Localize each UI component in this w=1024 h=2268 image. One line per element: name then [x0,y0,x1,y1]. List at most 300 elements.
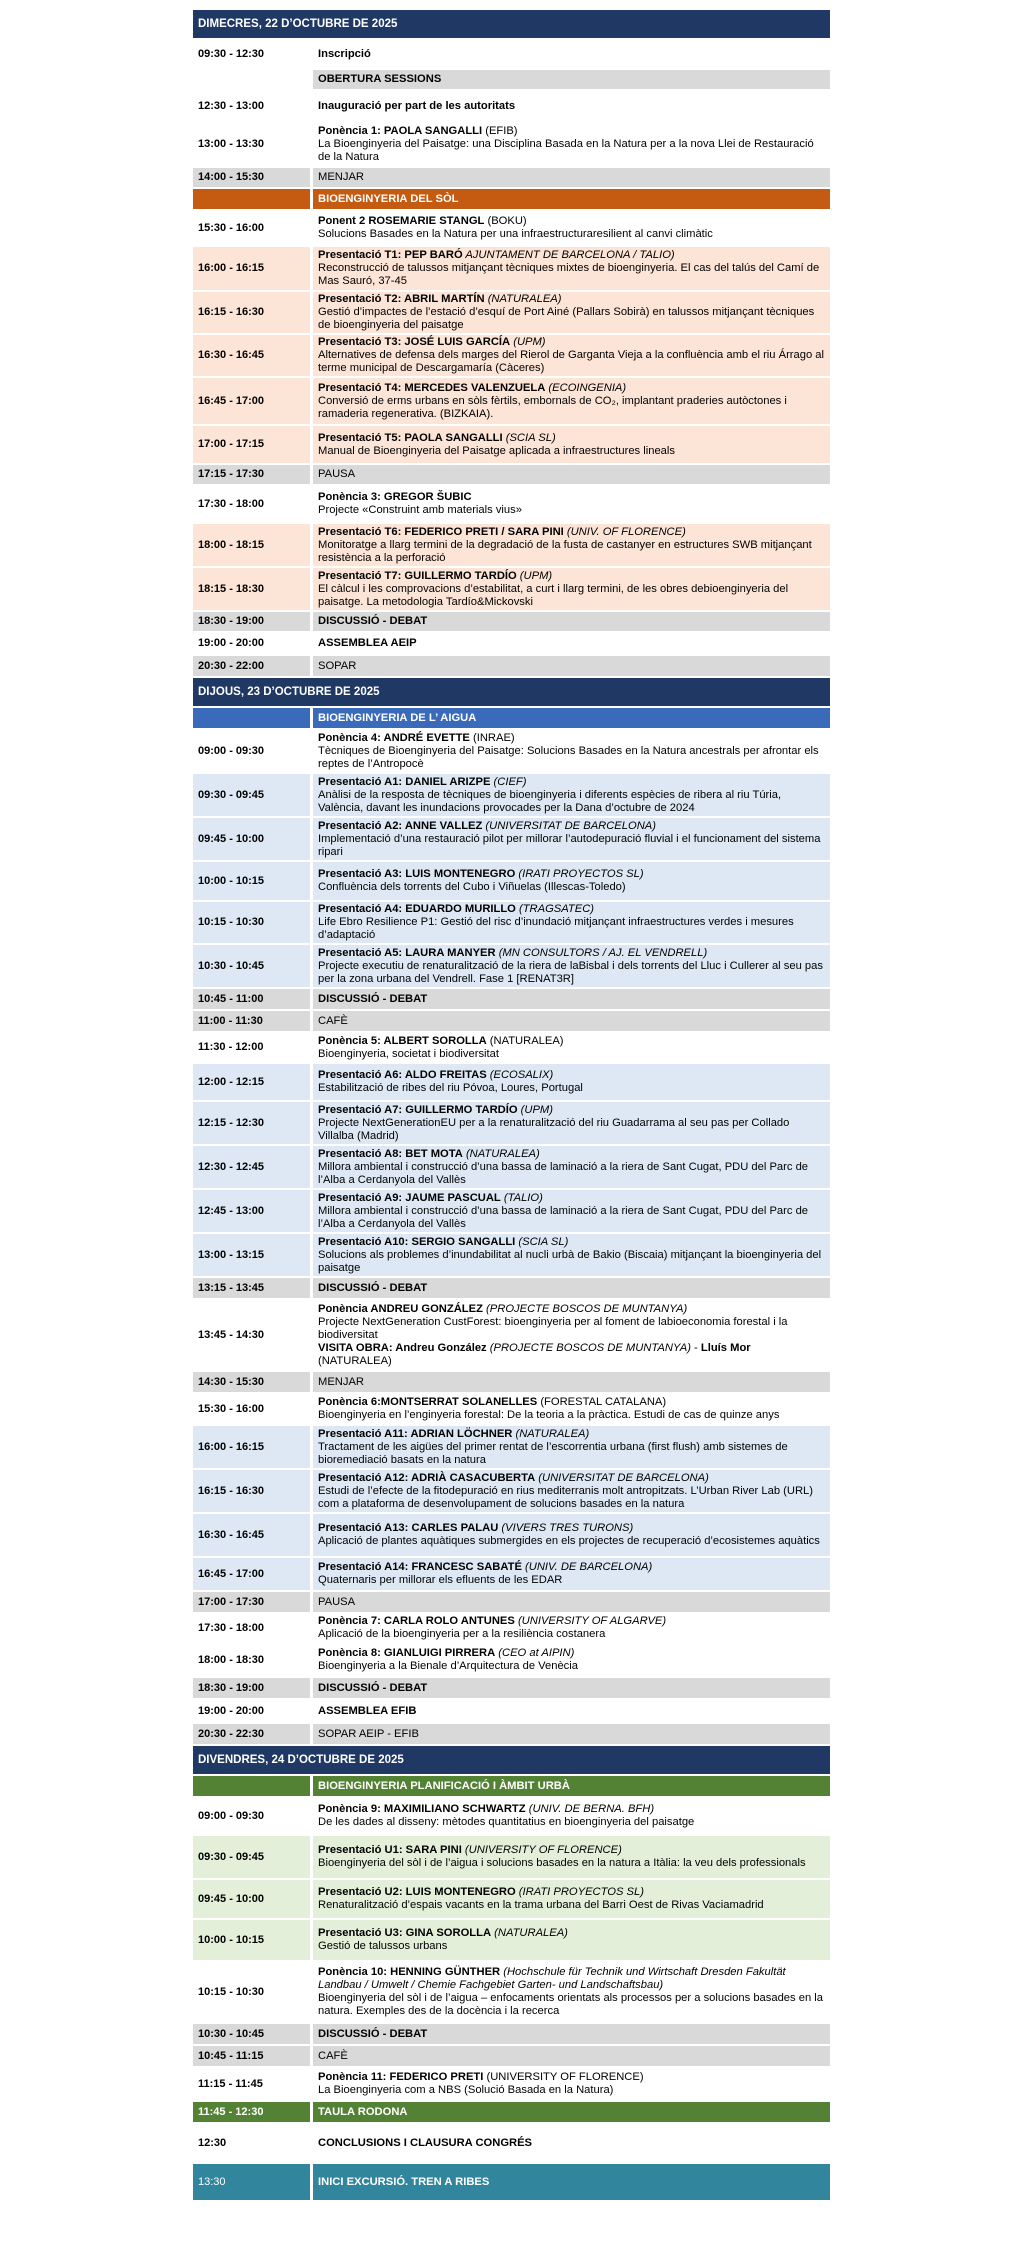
row-time: 10:15 - 10:30 [198,916,265,928]
talk-title: Gestió de talussos urbans [318,1940,448,1952]
speaker: Ponència 7: CARLA ROLO ANTUNES [318,1615,515,1627]
organization: (ECOSALIX) [486,1069,554,1081]
schedule-row [193,1514,830,1558]
row-content [310,1558,830,1590]
row-content [310,1880,830,1918]
talk-title: Reconstrucció de talussos mitjançant tècniques mixtes de bioenginyeria. El cas del talús del Camí de Mas Sauró, 37-45 [318,262,820,287]
organization: (UNIVERSITY OF FLORENCE) [483,2071,644,2083]
row-content [310,123,830,166]
organization: (CIEF) [490,775,527,788]
row-content [310,1190,830,1232]
row-time: 20:30 - 22:30 [198,1727,265,1740]
speaker: Ponència 4: ANDRÉ EVETTE [318,731,470,744]
schedule-row [193,335,830,378]
row-time: 10:30 - 10:45 [198,959,265,972]
talk-title: El càlcul i les comprovacions d’estabilitat, a curt i llarg termini, de les obres debioenginyeria del paisatge. La metodologia Tardío&Mickovski [318,582,789,608]
organization: (EFIB) [482,125,518,137]
visit-label: VISITA OBRA: Andreu González [318,1341,487,1354]
schedule-row [193,612,830,633]
schedule-row [193,774,830,818]
row-content [310,1064,830,1100]
day-title: DIMECRES, 22 D’OCTUBRE DE 2025 [198,18,398,30]
organization: (NATURALEA) [512,1427,590,1440]
row-text: DISCUSSIÓ - DEBAT [310,989,830,1009]
row-content [310,292,830,333]
row-text: PAUSA [310,1592,830,1612]
schedule-row [193,123,830,168]
talk-title: Estudi de l’efecte de la fitodepuració en rius mediterranis molt antropitzats. L’Urban River Lab (URL) com a plataforma de desenvolupament de solucions basades en la natura [318,1484,813,1510]
speaker: Presentació A5: LAURA MANYER [318,946,496,959]
section-time-cell [193,1776,310,1796]
speaker: Presentació T7: GUILLERMO TARDÍO [318,569,517,582]
row-time: 16:30 - 16:45 [198,1528,265,1541]
row-time: 16:15 - 16:30 [198,306,265,318]
organization: (UPM) [517,1103,553,1116]
schedule-row [193,1592,830,1614]
row-content [310,818,830,860]
talk-title: Bioenginyeria a la Bienale d’Arquitectura de Venècia [318,1660,578,1672]
talk-title: Bioenginyeria del sòl i de l’aigua – enfocaments orientats als processos per a solucions basades en la natura. Exemples des de la docència i la recerca [318,1992,823,2017]
talk-title: Tècniques de Bioenginyeria del Paisatge: Solucions Basades en la Natura ancestrals per afrontar els reptes de l’Antropocè [318,744,819,770]
talk-title: Projecte «Construint amb materials vius» [318,504,522,516]
talk-title: Conversió de erms urbans en sòls fèrtils, embornals de CO₂, implantant praderies autòctones i ramaderia regenerativa. (BIZKAIA). [318,394,787,420]
section-title: BIOENGINYERIA PLANIFICACIÓ I ÀMBIT URBÀ [310,1776,830,1796]
schedule-row [193,1836,830,1880]
schedule-row [193,1426,830,1470]
row-text: MENJAR [310,168,830,187]
section-time-cell [193,708,310,728]
organization: (BOKU) [484,215,527,227]
schedule-row [193,1033,830,1064]
talk-title: Bioenginyeria del sòl i de l’aigua i solucions basades en la natura a Itàlia: la veu dels professionals [318,1857,806,1869]
row-time: 18:30 - 19:00 [198,615,265,627]
day-header-thursday [193,678,830,708]
visit-org2: (NATURALEA) [318,1354,392,1367]
row-text: CONCLUSIONS I CLAUSURA CONGRÉS [310,2124,830,2162]
talk-title: Renaturalització d’espais vacants en la trama urbana del Barri Oest de Rivas Vaciamadrid [318,1899,764,1911]
row-time: 17:30 - 18:00 [198,497,265,510]
speaker: Presentació A7: GUILLERMO TARDÍO [318,1103,518,1116]
talk-title: Millora ambiental i construcció d’una bassa de laminació a la riera de Sant Cugat, PDU del Parc de l’Alba a Cerdanyola del Vallès [318,1160,809,1186]
row-content [310,1102,830,1144]
row-text: TAULA RODONA [310,2102,830,2122]
row-time: 17:30 - 18:00 [198,1621,265,1634]
speaker: Presentació A1: DANIEL ARIZPE [318,775,491,788]
programme-schedule [193,10,830,2202]
schedule-row [193,1798,830,1836]
talk-title: Estabilització de ribes del riu Póvoa, Loures, Portugal [318,1082,583,1094]
row-content [310,774,830,816]
row-time: 10:30 - 10:45 [198,2027,265,2040]
schedule-row [193,1700,830,1724]
speaker: Presentació A13: CARLES PALAU [318,1522,499,1534]
schedule-row [193,1962,830,2024]
row-text: DISCUSSIÓ - DEBAT [310,1278,830,1298]
row-content [310,335,830,376]
schedule-row [193,1724,830,1746]
excursion-row [193,2164,830,2202]
talk-title: Bioenginyeria en l’enginyeria forestal: De la teoria a la pràctica. Estudi de cas de quinze anys [318,1409,780,1421]
schedule-row [193,1678,830,1700]
schedule-row [193,1278,830,1300]
speaker: Presentació U1: SARA PINI [318,1844,462,1856]
speaker: Presentació A11: ADRIAN LÖCHNER [318,1427,513,1440]
speaker: Ponència 10: HENNING GÜNTHER [318,1966,501,1978]
row-content [310,1514,830,1556]
talk-title: Projecte NextGeneration CustForest: bioenginyeria per al foment de labioeconomia forestal i la biodiversitat [318,1315,788,1341]
speaker: Ponència ANDREU GONZÁLEZ [318,1302,483,1315]
schedule-row [193,818,830,862]
talk-title: Monitoratge a llarg termini de la degradació de la fusta de castanyer en estructures SWB mitjançant resistència a la perforació [318,538,812,564]
organization: (UNIVERSITAT DE BARCELONA) [482,819,656,832]
row-time [193,70,310,89]
section-header-soil [193,189,830,211]
row-time: 19:00 - 20:00 [198,1704,265,1717]
schedule-row [193,211,830,247]
row-time: 12:30 - 13:00 [198,99,265,112]
row-time: 12:15 - 12:30 [198,1116,265,1129]
row-content [310,378,830,424]
schedule-row [193,486,830,524]
row-time: 09:45 - 10:00 [198,832,265,845]
organization: (SCIA SL) [515,1235,569,1248]
organization: (NATURALEA) [462,1147,540,1160]
organization: (CEO at AIPIN) [495,1647,575,1659]
schedule-row [193,862,830,902]
row-time: 18:00 - 18:30 [198,1653,265,1666]
talk-title: Manual de Bioenginyeria del Paisatge aplicada a infraestructures lineals [318,444,675,457]
talk-title: La Bioenginyeria com a NBS (Solució Basada en la Natura) [318,2084,614,2096]
schedule-row [193,1880,830,1920]
organization: (UNIV. OF FLORENCE) [563,525,686,538]
row-content [310,1836,830,1878]
schedule-row [193,168,830,189]
row-content [310,1234,830,1276]
organization: (IRATI PROYECTOS SL) [515,868,644,880]
schedule-row [193,292,830,335]
row-content [310,1962,830,2022]
day-title: DIVENDRES, 24 D’OCTUBRE DE 2025 [198,1754,404,1766]
organization: (Hochschule für Technik und Wirtschaft Dresden Fakultät Landbau / Umwelt / Chemie Fachgebiet Garten- und Landschaftsbau) [318,1966,786,1991]
schedule-row [193,1920,830,1962]
row-text: SOPAR AEIP - EFIB [310,1724,830,1744]
row-time: 17:00 - 17:15 [198,438,265,450]
schedule-row [193,1614,830,1644]
row-text: DISCUSSIÓ - DEBAT [310,1678,830,1698]
row-time: 11:00 - 11:30 [198,1014,263,1027]
schedule-row [193,1372,830,1394]
organization: (NATURALEA) [491,1927,568,1939]
speaker: Ponència 6:MONTSERRAT SOLANELLES [318,1396,538,1408]
organization: (MN CONSULTORS / AJ. EL VENDRELL) [495,946,708,959]
speaker: Presentació U3: GINA SOROLLA [318,1927,492,1939]
row-content [310,247,830,290]
row-time: 16:30 - 16:45 [198,349,265,361]
organization: (UPM) [516,569,553,582]
row-content [310,902,830,943]
organization: (UNIVERSITY OF FLORENCE) [461,1844,622,1856]
visit-person: Lluís Mor [700,1341,751,1354]
speaker: Presentació A14: FRANCESC SABATÉ [318,1561,522,1573]
section-header-water [193,708,830,730]
row-time: 12:30 [198,2136,227,2149]
talk-title: Bioenginyeria, societat i biodiversitat [318,1047,499,1060]
row-time: 10:45 - 11:15 [198,2049,264,2062]
schedule-row [193,40,830,70]
row-text: ASSEMBLEA AEIP [310,633,830,654]
row-time: 13:30 [198,2175,226,2188]
organization: AJUNTAMENT DE BARCELONA / TALIO) [462,249,675,261]
row-content [310,945,830,987]
schedule-row [193,1558,830,1592]
row-time: 12:45 - 13:00 [198,1204,265,1217]
row-content [310,426,830,463]
speaker: Presentació A9: JAUME PASCUAL [318,1191,501,1204]
row-content [310,568,830,610]
round-table-row [193,2102,830,2124]
row-time: 14:00 - 15:30 [198,171,265,183]
row-content [310,730,830,772]
row-content [310,1394,830,1424]
row-time: 15:30 - 16:00 [198,221,265,234]
organization: (UNIVERSITY OF ALGARVE) [514,1615,667,1627]
schedule-row [193,2068,830,2102]
talk-title: De les dades al disseny: mètodes quantitatius en bioenginyeria del paisatge [318,1816,695,1828]
row-time: 11:30 - 12:00 [198,1041,264,1053]
row-content [310,486,830,522]
speaker: Ponència 3: GREGOR ŠUBIC [318,491,472,503]
organization: (NATURALEA) [486,1034,564,1047]
talk-title: Aplicació de la bioenginyeria per a la resiliència costanera [318,1628,606,1640]
row-time: 18:30 - 19:00 [198,1681,265,1694]
schedule-row [193,1470,830,1514]
day-header-wednesday [193,10,830,40]
row-time: 10:00 - 10:15 [198,874,265,887]
talk-title: Confluència dels torrents del Cubo i Viñuelas (Illescas-Toledo) [318,881,626,893]
row-content [310,1300,830,1370]
speaker: Presentació A6: ALDO FREITAS [318,1069,487,1081]
schedule-row [193,465,830,486]
organization: (ECOINGENIA) [545,381,627,394]
speaker: Presentació A10: SERGIO SANGALLI [318,1235,516,1248]
talk-title: Aplicació de plantes aquàtiques submergides en els projectes de recuperació d’ecosistemes aquàtics [318,1535,820,1547]
talk-title: Alternatives de defensa dels marges del Rierol de Garganta Vieja a la confluència amb el riu Árrago al terme municipal de Descargamaría (Càceres) [318,349,825,374]
day-header-friday [193,1746,830,1776]
visit-separator: - [690,1341,701,1354]
row-time: 09:45 - 10:00 [198,1892,265,1905]
talk-title: Projecte executiu de renaturalització de la riera de laBisbal i dels torrents del Lluc i Cullerer al seu pas per la zona urbana del Vendrell. Fase 1 [RENAT3R] [318,959,823,985]
schedule-row [193,247,830,292]
row-text: ASSEMBLEA EFIB [310,1700,830,1722]
organization: (NATURALEA) [484,293,562,305]
row-time: 09:30 - 12:30 [198,47,265,60]
schedule-row [193,1064,830,1102]
speaker: Presentació A8: BET MOTA [318,1147,463,1160]
schedule-row [193,568,830,612]
row-time: 13:45 - 14:30 [198,1328,265,1341]
site-visit [318,1342,825,1355]
row-content [310,211,830,245]
talk-title: Solucions als problemes d’inundabilitat al nucli urbà de Bakio (Biscaia) mitjançant la bioenginyeria del paisatge [318,1248,822,1274]
row-text: CAFÈ [310,1011,830,1031]
speaker: Presentació U2: LUIS MONTENEGRO [318,1886,516,1898]
organization: (UPM) [510,336,546,348]
row-time: 09:30 - 09:45 [198,788,265,801]
row-content [310,1033,830,1062]
talk-title: Millora ambiental i construcció d’una bassa de laminació a la riera de Sant Cugat, PDU del Parc de l’Alba a Cerdanyola del Vallès [318,1204,809,1230]
row-time: 11:45 - 12:30 [193,2102,310,2122]
speaker: Ponència 5: ALBERT SOROLLA [318,1034,487,1047]
speaker: Ponència 8: GIANLUIGI PIRRERA [318,1647,496,1659]
row-content [310,1614,830,1642]
row-time: 13:15 - 13:45 [198,1281,265,1294]
organization: (TRAGSATEC) [515,903,594,915]
organization: (TALIO) [500,1191,543,1204]
row-time: 12:00 - 12:15 [198,1075,265,1088]
row-time: 11:15 - 11:45 [198,2077,263,2090]
row-time: 13:00 - 13:30 [198,138,265,150]
schedule-row [193,1102,830,1146]
schedule-row [193,1011,830,1033]
visit-org: (PROJECTE BOSCOS DE MUNTANYA) [486,1341,691,1354]
row-text: DISCUSSIÓ - DEBAT [310,2024,830,2044]
speaker: Presentació A4: EDUARDO MURILLO [318,903,516,915]
row-text: PAUSA [310,465,830,484]
speaker: Ponència 11: FEDERICO PRETI [318,2071,484,2083]
schedule-row [193,2124,830,2164]
schedule-row [193,730,830,774]
row-time: 09:00 - 09:30 [198,744,265,757]
schedule-row [193,1644,830,1678]
speaker: Ponència 9: MAXIMILIANO SCHWARTZ [318,1803,526,1815]
section-title: BIOENGINYERIA DEL SÒL [310,189,830,209]
schedule-row [193,902,830,945]
schedule-row [193,524,830,568]
schedule-row [193,633,830,656]
talk-title: Gestió d’impactes de l’estació d’esquí de Port Ainé (Pallars Sobirà) en talussos mitjançant tècniques de bioenginyeria del paisatge [318,306,815,331]
row-time: 10:45 - 11:00 [198,992,264,1005]
row-time: 17:15 - 17:30 [198,468,265,480]
row-time: 13:00 - 13:15 [198,1248,265,1261]
row-time: 14:30 - 15:30 [198,1375,265,1388]
schedule-row [193,1190,830,1234]
speaker: Presentació T6: FEDERICO PRETI / SARA PINI [318,525,564,538]
talk-title: Quaternaris per millorar els efluents de les EDAR [318,1574,563,1586]
row-content [310,1470,830,1512]
row-text: MENJAR [310,1372,830,1392]
row-content [310,1146,830,1188]
organization: (UNIV. DE BARCELONA) [521,1561,653,1573]
row-text: CAFÈ [310,2046,830,2066]
section-time-cell [193,189,310,209]
row-content [310,2068,830,2100]
schedule-row [193,656,830,678]
speaker: Ponent 2 ROSEMARIE STANGL [318,215,485,227]
schedule-row [193,945,830,989]
row-text: INICI EXCURSIÓ. TREN A RIBES [310,2164,830,2200]
organization: (FORESTAL CATALANA) [537,1396,667,1408]
schedule-row [193,1146,830,1190]
row-content [310,1798,830,1834]
talk-title: Life Ebro Resilience P1: Gestió del risc d’inundació mitjançant infraestructures verdes i mesures d’adaptació [318,916,794,941]
row-time: 12:30 - 12:45 [198,1160,265,1173]
row-time: 15:30 - 16:00 [198,1402,265,1415]
organization: (VIVERS TRES TURONS) [498,1522,634,1534]
day-title: DIJOUS, 23 D’OCTUBRE DE 2025 [198,686,380,698]
schedule-row [193,70,830,91]
schedule-row [193,1234,830,1278]
row-time: 10:00 - 10:15 [198,1933,265,1946]
speaker: Presentació A12: ADRIÀ CASACUBERTA [318,1471,536,1484]
organization: (PROJECTE BOSCOS DE MUNTANYA) [482,1302,688,1315]
talk-title: La Bioenginyeria del Paisatge: una Disciplina Basada en la Natura per a la nova Llei de Restauració de la Natura [318,138,814,163]
row-time: 19:00 - 20:00 [198,637,265,649]
organization: (SCIA SL) [502,431,556,444]
speaker: Presentació T4: MERCEDES VALENZUELA [318,381,546,394]
organization: (UNIV. DE BERNA. BFH) [525,1803,655,1815]
speaker: Presentació T5: PAOLA SANGALLI [318,431,503,444]
row-time: 16:00 - 16:15 [198,262,265,274]
row-time: 09:00 - 09:30 [198,1809,265,1822]
row-time: 10:15 - 10:30 [198,1985,265,1998]
row-content [310,1644,830,1676]
talk-title: Projecte NextGenerationEU per a la renaturalització del riu Guadarrama al seu pas per Collado Villalba (Madrid) [318,1116,790,1142]
row-time: 20:30 - 22:00 [198,659,265,672]
schedule-row [193,2046,830,2068]
schedule-row [193,91,830,123]
speaker: Presentació T2: ABRIL MARTÍN [318,293,485,305]
row-content [310,1426,830,1468]
organization: (INRAE) [469,731,515,744]
row-content [310,524,830,566]
row-content [310,1920,830,1960]
section-title: BIOENGINYERIA DE L’ AIGUA [310,708,830,728]
section-header-urban [193,1776,830,1798]
row-time: 16:45 - 17:00 [198,1567,265,1580]
row-time: 16:15 - 16:30 [198,1484,265,1497]
talk-title: Anàlisi de la resposta de tècniques de bioenginyeria i diferents espècies de ribera al riu Túria, València, davant les inundacions provocades per la Dana d’octubre de 2024 [318,788,782,814]
row-content [310,862,830,900]
talk-title: Implementació d’una restauració pilot per millorar l’autodepuració fluvial i el funcionament del sistema ripari [318,832,821,858]
speaker: Presentació A2: ANNE VALLEZ [318,819,483,832]
schedule-row [193,378,830,426]
schedule-row [193,1300,830,1372]
row-text: DISCUSSIÓ - DEBAT [310,612,830,631]
talk-title: Solucions Basades en la Natura per una infraestructuraresilient al canvi climàtic [318,228,713,240]
speaker: Presentació A3: LUIS MONTENEGRO [318,868,516,880]
row-text: SOPAR [310,656,830,676]
organization: (IRATI PROYECTOS SL) [515,1886,644,1898]
talk-title: Tractament de les aigües del primer rentat de l’escorrentia urbana (first flush) amb sistemes de bioremediació basats en la natura [318,1440,788,1466]
row-time: 18:15 - 18:30 [198,582,265,595]
speaker: Ponència 1: PAOLA SANGALLI [318,125,483,137]
speaker: Presentació T3: JOSÉ LUIS GARCÍA [318,336,511,348]
row-text: OBERTURA SESSIONS [310,70,830,89]
speaker: Presentació T1: PEP BARÓ [318,249,463,261]
row-time: 09:30 - 09:45 [198,1850,265,1863]
row-time: 16:00 - 16:15 [198,1440,265,1453]
schedule-row [193,989,830,1011]
organization: (UNIVERSITAT DE BARCELONA) [535,1471,709,1484]
schedule-row [193,1394,830,1426]
schedule-row [193,426,830,465]
row-time: 18:00 - 18:15 [198,538,265,551]
row-text: Inscripció [310,40,830,68]
row-time: 17:00 - 17:30 [198,1595,265,1608]
schedule-row [193,2024,830,2046]
row-time: 16:45 - 17:00 [198,394,265,407]
row-text: Inauguració per part de les autoritats [310,91,830,121]
